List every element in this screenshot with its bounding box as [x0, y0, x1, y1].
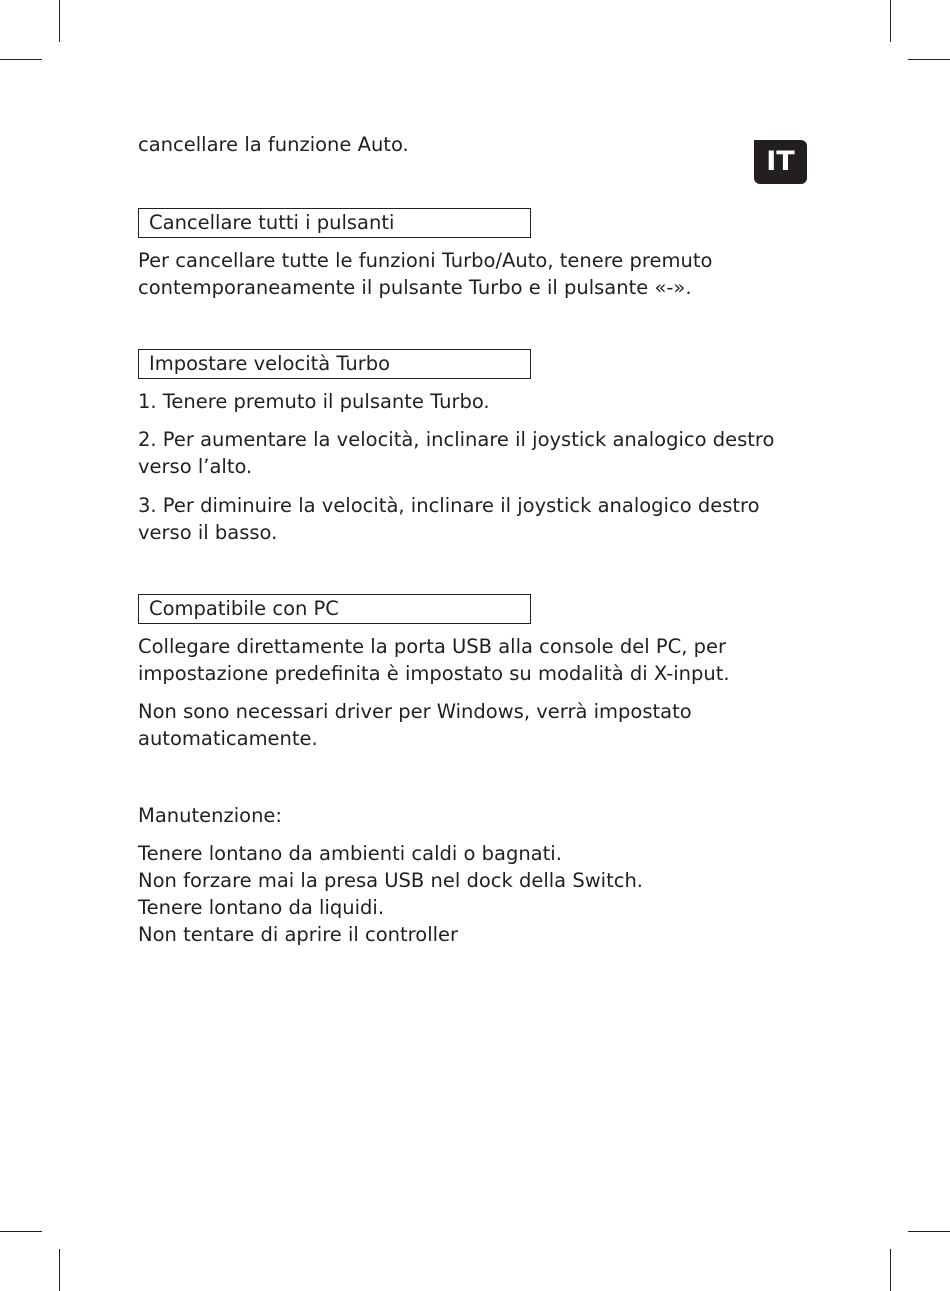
- text-line: automaticamente.: [138, 727, 318, 750]
- text-line: verso l’alto.: [138, 455, 253, 478]
- crop-mark-bottom-left-vertical: [59, 1249, 60, 1291]
- text-line: 1. Tenere premuto il pulsante Turbo.: [138, 390, 490, 413]
- text-line: Non sono necessari driver per Windows, verrà impostato: [138, 700, 692, 723]
- text-line: Non tentare di aprire il controller: [138, 923, 459, 946]
- section-heading: Compatibile con PC: [138, 594, 531, 624]
- document-body: [138, 131, 798, 948]
- text-line: 2. Per aumentare la velocità, inclinare il joystick analogico destro: [138, 428, 775, 451]
- text-line: Non forzare mai la presa USB nel dock della Switch.: [138, 869, 644, 892]
- paragraph: [138, 247, 798, 301]
- text-line: Tenere lontano da ambienti caldi o bagnati.: [138, 842, 562, 865]
- language-badge: IT: [754, 140, 807, 184]
- crop-mark-top-left-vertical: [59, 0, 60, 42]
- section-turbo-speed: [138, 349, 798, 546]
- intro-text: cancellare la funzione Auto.: [138, 133, 409, 156]
- text-line: Per cancellare tutte le funzioni Turbo/Auto, tenere premuto: [138, 249, 713, 272]
- paragraph: [138, 840, 798, 948]
- section-heading: Cancellare tutti i pulsanti: [138, 208, 531, 238]
- text-line: 3. Per diminuire la velocità, inclinare il joystick analogico destro: [138, 494, 760, 517]
- maintenance-heading: Manutenzione:: [138, 804, 283, 827]
- text-line: Tenere lontano da liquidi.: [138, 896, 385, 919]
- crop-mark-bottom-left-horizontal: [0, 1231, 42, 1232]
- crop-mark-top-right-horizontal: [908, 59, 950, 60]
- crop-mark-top-right-vertical: [890, 0, 891, 42]
- paragraph: [138, 388, 798, 415]
- paragraph: [138, 492, 798, 546]
- section-cancel-buttons: [138, 208, 798, 301]
- crop-mark-bottom-right-horizontal: [908, 1231, 950, 1232]
- crop-mark-top-left-horizontal: [0, 59, 42, 60]
- paragraph: [138, 426, 798, 480]
- crop-mark-bottom-right-vertical: [890, 1249, 891, 1291]
- text-line: verso il basso.: [138, 521, 278, 544]
- section-maintenance: [138, 802, 798, 948]
- text-line: impostazione predefinita è impostato su modalità di X-input.: [138, 662, 730, 685]
- paragraph: [138, 633, 798, 687]
- text-line: Collegare direttamente la porta USB alla console del PC, per: [138, 635, 727, 658]
- paragraph: [138, 698, 798, 752]
- section-pc-compatible: [138, 594, 798, 752]
- text-line: contemporaneamente il pulsante Turbo e il pulsante «-».: [138, 276, 692, 299]
- section-heading: Impostare velocità Turbo: [138, 349, 531, 379]
